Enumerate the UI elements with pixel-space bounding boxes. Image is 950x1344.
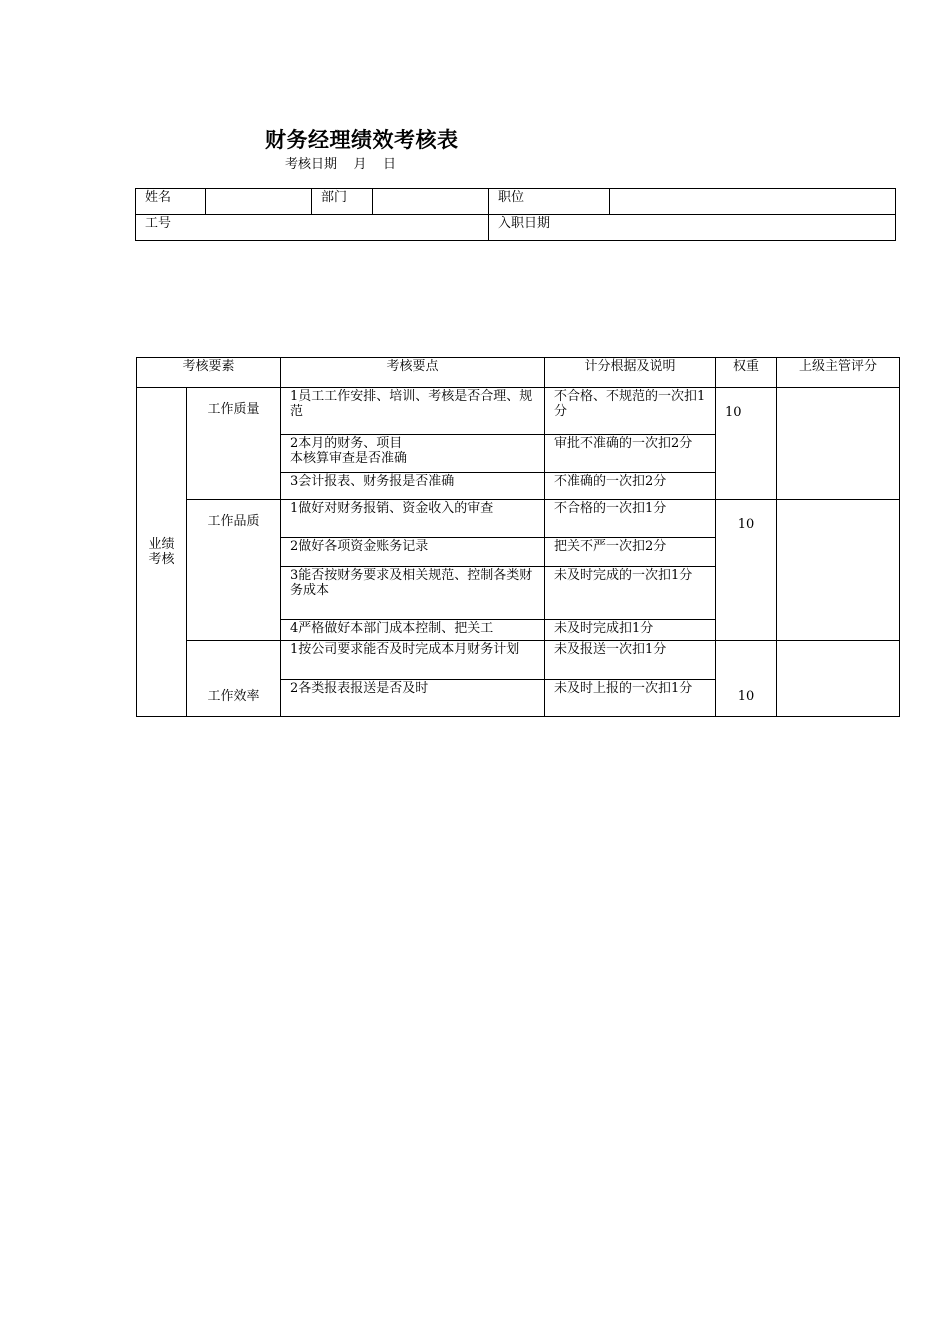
dept-value[interactable] bbox=[373, 189, 489, 215]
point-cell: 2各类报表报送是否及时 bbox=[281, 680, 545, 717]
table-row bbox=[137, 641, 900, 680]
info-row-1 bbox=[136, 189, 896, 215]
point-cell: 2做好各项资金账务记录 bbox=[281, 538, 545, 567]
rule-cell: 未及时完成扣1分 bbox=[545, 620, 716, 641]
name-value[interactable] bbox=[206, 189, 312, 215]
point-cell: 1按公司要求能否及时完成本月财务计划 bbox=[281, 641, 545, 680]
group-efficiency: 工作效率 bbox=[187, 641, 281, 717]
group-quality: 工作质量 bbox=[187, 388, 281, 500]
rule-cell: 不准确的一次扣2分 bbox=[545, 473, 716, 500]
id-label: 工号 bbox=[136, 215, 489, 241]
assessment-table bbox=[136, 357, 900, 717]
header-weight: 权重 bbox=[716, 358, 777, 388]
category-performance bbox=[137, 388, 187, 717]
weight-character: 10 bbox=[716, 500, 777, 641]
assessment-date-line: 考核日期 月 日 bbox=[285, 157, 397, 172]
table-row bbox=[137, 500, 900, 538]
header-element: 考核要素 bbox=[137, 358, 281, 388]
rule-cell: 不合格的一次扣1分 bbox=[545, 500, 716, 538]
header-supervisor-score: 上级主管评分 bbox=[777, 358, 900, 388]
rule-cell: 审批不准确的一次扣2分 bbox=[545, 435, 716, 473]
position-label: 职位 bbox=[489, 189, 610, 215]
rule-cell: 不合格、不规范的一次扣1分 bbox=[545, 388, 716, 435]
weight-quality: 10 bbox=[716, 388, 777, 500]
name-label: 姓名 bbox=[136, 189, 206, 215]
point-cell: 3能否按财务要求及相关规范、控制各类财务成本 bbox=[281, 567, 545, 620]
document-title: 财务经理绩效考核表 bbox=[265, 128, 459, 152]
point-cell: 4严格做好本部门成本控制、把关工 bbox=[281, 620, 545, 641]
score-character[interactable] bbox=[777, 500, 900, 641]
employee-info-table bbox=[135, 188, 896, 241]
dept-label: 部门 bbox=[312, 189, 373, 215]
table-row bbox=[137, 388, 900, 435]
rule-cell: 把关不严一次扣2分 bbox=[545, 538, 716, 567]
rule-cell: 未及时上报的一次扣1分 bbox=[545, 680, 716, 717]
weight-efficiency: 10 bbox=[716, 641, 777, 717]
point-cell: 1员工工作安排、培训、考核是否合理、规范 bbox=[281, 388, 545, 435]
position-value[interactable] bbox=[610, 189, 896, 215]
point-cell: 1做好对财务报销、资金收入的审查 bbox=[281, 500, 545, 538]
point-cell: 2本月的财务、项目 本核算审查是否准确 bbox=[281, 435, 545, 473]
category-label: 业绩 考核 bbox=[148, 537, 175, 567]
rule-cell: 未及时完成的一次扣1分 bbox=[545, 567, 716, 620]
point-cell: 3会计报表、财务报是否准确 bbox=[281, 473, 545, 500]
info-row-2 bbox=[136, 215, 896, 241]
score-quality[interactable] bbox=[777, 388, 900, 500]
rule-cell: 未及报送一次扣1分 bbox=[545, 641, 716, 680]
hire-date-label: 入职日期 bbox=[489, 215, 896, 241]
score-efficiency[interactable] bbox=[777, 641, 900, 717]
header-scoring-basis: 计分根据及说明 bbox=[545, 358, 716, 388]
assessment-header-row bbox=[137, 358, 900, 388]
header-points: 考核要点 bbox=[281, 358, 545, 388]
group-character: 工作品质 bbox=[187, 500, 281, 641]
